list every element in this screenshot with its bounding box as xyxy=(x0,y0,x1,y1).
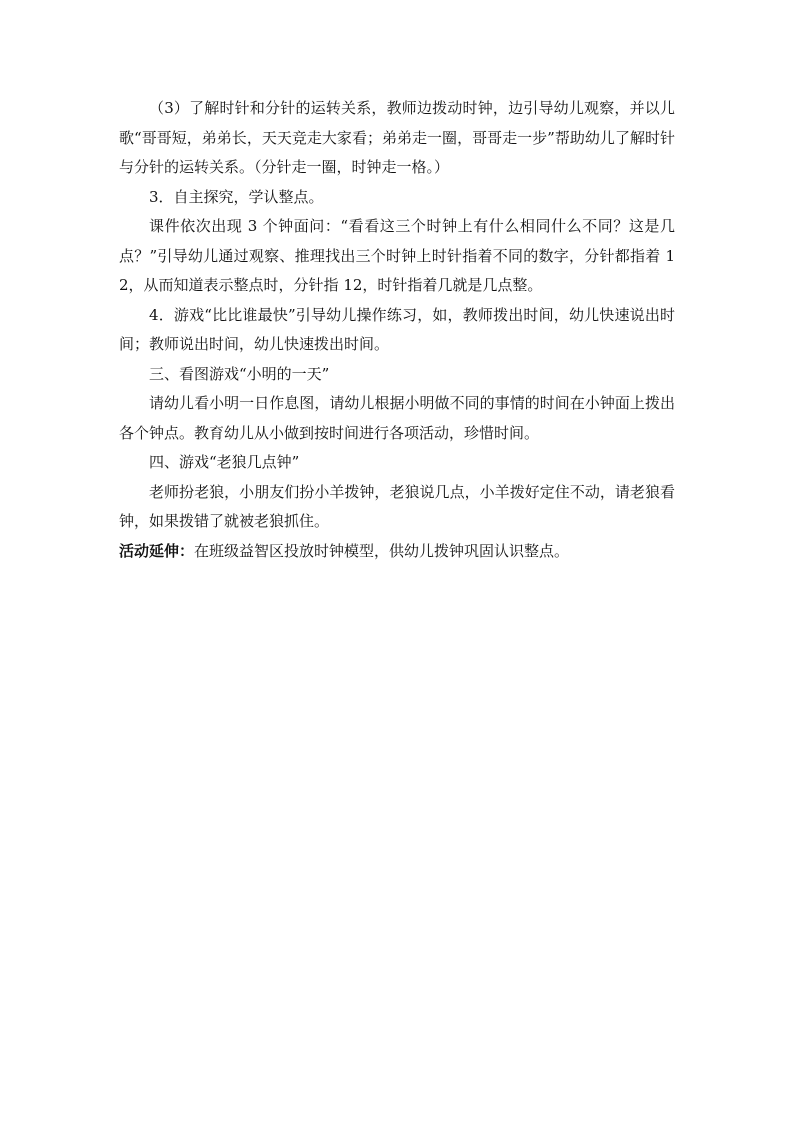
paragraph-xiaoming-schedule: 请幼儿看小明一日作息图，请幼儿根据小明做不同的事情的时间在小钟面上拨出各个钟点。教育幼儿从小做到按时间进行各项活动，珍惜时间。 xyxy=(119,394,675,442)
paragraph-clock-relation: （3）了解时针和分针的运转关系，教师边拨动时钟，边引导幼儿观察，并以儿歌“哥哥短，弟弟长，天天竞走大家看；弟弟走一圈，哥哥走一步”帮助幼儿了解时针与分针的运转关系。（分针走一圈，时钟走一格。） xyxy=(119,99,675,176)
paragraph-step-4-game: 4．游戏“比比谁最快”引导幼儿操作练习，如，教师拨出时间，幼儿快速说出时间；教师说出时间，幼儿快速拨出时间。 xyxy=(119,305,675,353)
paragraph-courseware: 课件依次出现 3 个钟面问：“看看这三个时钟上有什么相同什么不同？这是几点？”引导幼儿通过观察、推理找出三个时钟上时针指着不同的数字，分针都指着 12，从而知道表示整点时，分针指 12，时针指着几就是几点整。 xyxy=(119,217,675,294)
activity-extension-text: 在班级益智区投放时钟模型，供幼儿拨钟巩固认识整点。 xyxy=(194,541,570,560)
section-heading-wolf-game: 四、游戏“老狼几点钟” xyxy=(149,453,300,471)
section-heading-xiaoming: 三、看图游戏“小明的一天” xyxy=(149,364,330,383)
paragraph-wolf-game: 老师扮老狼，小朋友们扮小羊拨钟，老狼说几点，小羊拨好定住不动，请老狼看钟，如果拨错了就被老狼抓住。 xyxy=(119,482,675,530)
paragraph-step-3-heading: 3．自主探究，学认整点。 xyxy=(149,187,324,206)
activity-extension xyxy=(119,537,675,567)
document-body xyxy=(119,94,675,566)
activity-extension-label: 活动延伸： xyxy=(119,541,195,560)
